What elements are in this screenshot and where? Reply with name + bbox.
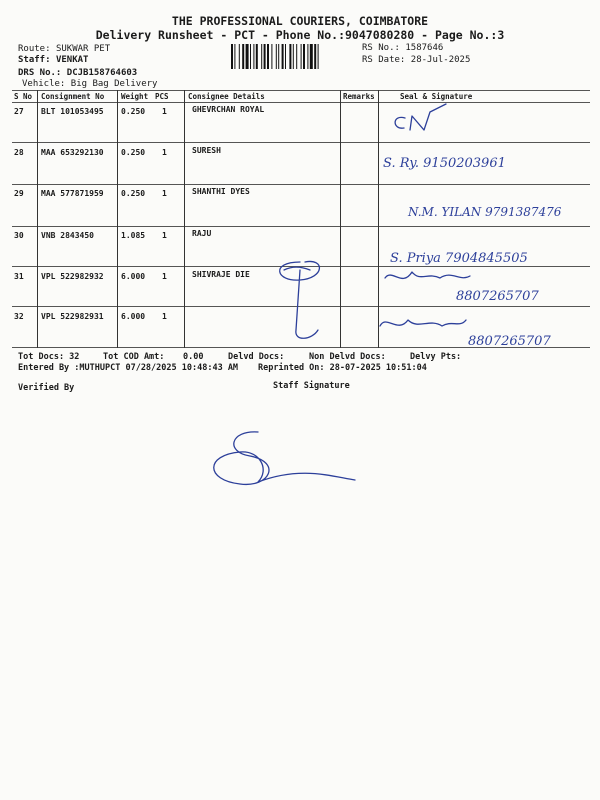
- row-weight: 0.250: [121, 148, 146, 157]
- row-sno: 32: [14, 312, 24, 321]
- staff-label: Staff:: [18, 55, 51, 65]
- handwritten-signature-32: 8807265707: [468, 334, 551, 349]
- company-title: THE PROFESSIONAL COURIERS, COIMBATORE: [171, 14, 429, 28]
- row-weight: 1.085: [121, 231, 146, 240]
- drs-value: DCJB158764603: [66, 68, 138, 78]
- delivery-points: Delvy Pts:: [410, 352, 462, 362]
- delivered-docs: Delvd Docs:: [228, 352, 285, 362]
- signature-scrawl: [380, 320, 466, 326]
- staff-signature-label: Staff Signature: [273, 381, 350, 391]
- runsheet-subtitle: Delivery Runsheet - PCT - Phone No.:9047080280 - Page No.:3: [95, 28, 505, 42]
- row-consignee: SHANTHI DYES: [192, 187, 250, 196]
- header-consignee: Consignee Details: [188, 92, 265, 101]
- signature-scrawl: [395, 104, 446, 130]
- row-sno: 28: [14, 148, 24, 157]
- row-consignee: SHIVRAJE DIE: [192, 270, 250, 279]
- row-consignment: BLT 101053495: [41, 107, 104, 116]
- total-cod-label: Tot COD Amt:: [103, 352, 165, 362]
- row-consignment: VPL 522982931: [41, 312, 104, 321]
- row-pcs: 1: [162, 231, 167, 240]
- row-consignment: VPL 522982932: [41, 272, 104, 281]
- handwritten-signature-28: S. Ry. 9150203961: [383, 156, 506, 171]
- route-value: SUKWAR PET: [55, 44, 111, 54]
- rs-date-value: 28-Jul-2025: [410, 55, 471, 65]
- row-sno: 31: [14, 272, 24, 281]
- row-weight: 0.250: [121, 189, 146, 198]
- row-consignee: GHEVRCHAN ROYAL: [192, 105, 265, 114]
- drs-label: DRS No.:: [18, 68, 62, 78]
- handwritten-signature-31: 8807265707: [456, 289, 539, 304]
- rs-date-label: RS Date:: [362, 55, 406, 65]
- header-consignment: Consignment No: [41, 92, 105, 101]
- row-sno: 30: [14, 231, 24, 240]
- header-seal-signature: Seal & Signature: [400, 92, 473, 101]
- non-delivered-docs: Non Delvd Docs:: [309, 352, 386, 362]
- staff-value: VENKAT: [55, 55, 89, 65]
- row-consignee: SURESH: [192, 146, 221, 155]
- handwritten-signature-29: N.M. YILAN 9791387476: [408, 205, 562, 219]
- row-pcs: 1: [162, 189, 167, 198]
- rs-no-label: RS No.:: [362, 43, 400, 53]
- row-sno: 27: [14, 107, 24, 116]
- header-sno: S No: [14, 92, 33, 101]
- row-weight: 0.250: [121, 107, 146, 116]
- row-consignment: MAA 653292130: [41, 148, 104, 157]
- reprinted-on: Reprinted On: 28-07-2025 10:51:04: [258, 363, 427, 373]
- header-pcs: PCS: [155, 92, 169, 101]
- row-pcs: 1: [162, 107, 167, 116]
- header-remarks: Remarks: [343, 92, 375, 101]
- handwritten-signature-30: S. Priya 7904845505: [390, 251, 528, 266]
- route-label: Route:: [18, 44, 51, 54]
- row-consignment: VNB 2843450: [41, 231, 94, 240]
- total-cod-value: 0.00: [183, 352, 204, 362]
- row-weight: 6.000: [121, 272, 146, 281]
- total-docs: Tot Docs: 32: [18, 352, 80, 362]
- row-sno: 29: [14, 189, 24, 198]
- row-weight: 6.000: [121, 312, 146, 321]
- entered-by: Entered By :MUTHUPCT 07/28/2025 10:48:43 AM: [18, 363, 239, 373]
- row-consignee: RAJU: [192, 229, 212, 238]
- verified-by: Verified By: [18, 383, 75, 393]
- row-pcs: 1: [162, 312, 167, 321]
- vehicle-value: Big Bag Delivery: [70, 79, 158, 89]
- row-pcs: 1: [162, 148, 167, 157]
- signature-scrawl: [280, 261, 320, 338]
- row-pcs: 1: [162, 272, 167, 281]
- rs-no-value: 1587646: [405, 43, 444, 53]
- vehicle-label: Vehicle:: [22, 79, 66, 89]
- row-consignment: MAA 577871959: [41, 189, 104, 198]
- header-weight: Weight: [121, 92, 149, 101]
- signature-scrawl: [385, 272, 470, 278]
- staff-signature-scrawl: [214, 432, 355, 485]
